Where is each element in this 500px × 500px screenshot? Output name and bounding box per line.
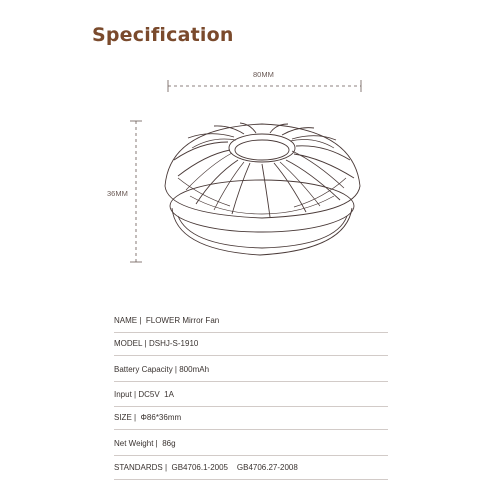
width-dimension-line	[168, 80, 361, 92]
width-dimension-label: 80MM	[253, 70, 274, 79]
spec-row-name	[114, 308, 388, 333]
spec-separator: |	[131, 389, 139, 399]
spec-separator: |	[137, 315, 146, 325]
spec-value: DC5V 1A	[138, 389, 174, 399]
spec-label: MODEL	[114, 338, 143, 348]
spec-row-input	[114, 382, 388, 407]
spec-value: FLOWER Mirror Fan	[145, 315, 220, 325]
spec-label: NAME	[114, 315, 138, 325]
spec-value: 800mAh	[179, 364, 210, 374]
spec-value: GB4706.1-2005 GB4706.27-2008	[171, 462, 298, 472]
height-dimension-label: 36MM	[107, 189, 128, 198]
spec-value: Φ86*36mm	[140, 412, 182, 422]
spec-separator: |	[142, 338, 149, 348]
spec-row-model	[114, 331, 388, 356]
spec-label: Battery Capacity	[114, 364, 173, 374]
height-dimension-line	[130, 121, 142, 262]
mini-flower-fan-illustration	[165, 123, 360, 255]
spec-row-standards	[114, 455, 388, 480]
spec-row-battery	[114, 357, 388, 382]
spec-label: STANDARDS	[114, 462, 163, 472]
spec-separator: |	[131, 412, 141, 422]
spec-separator: |	[172, 364, 180, 374]
spec-separator: |	[153, 438, 163, 448]
page-title: Specification	[92, 24, 234, 46]
spec-separator: |	[162, 462, 172, 472]
spec-row-size	[114, 405, 388, 430]
spec-label: SIZE	[114, 412, 132, 422]
spec-row-weight	[114, 431, 388, 456]
spec-value: DSHJ-S-1910	[148, 338, 199, 348]
spec-label: Input	[114, 389, 132, 399]
spec-value: 86g	[162, 438, 176, 448]
spec-label: Net Weight	[114, 438, 154, 448]
